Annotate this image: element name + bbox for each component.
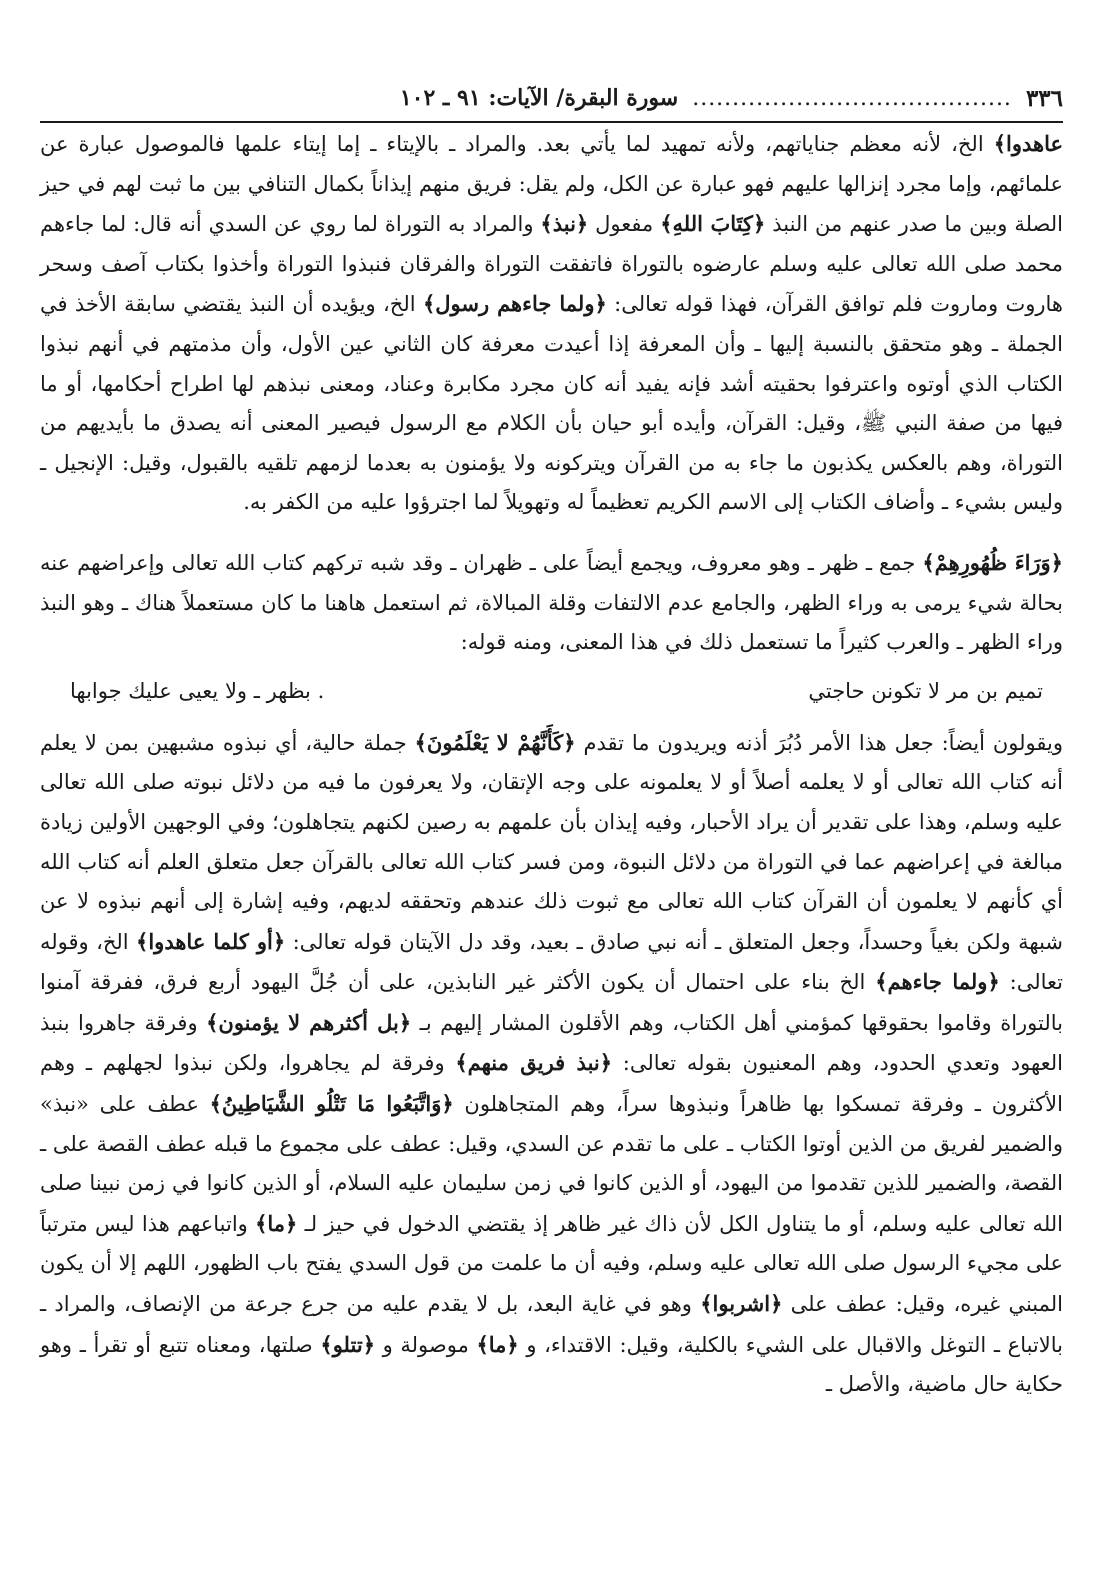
page-number: ٣٣٦ xyxy=(1025,84,1063,112)
quranic-quote: ﴿نبذ فريق منهم﴾ xyxy=(455,1050,613,1076)
quranic-quote: ﴿نبذ﴾ xyxy=(540,211,589,237)
poetry-verse xyxy=(40,669,1063,713)
quranic-quote: ﴿كِتَابَ اللهِ﴾ xyxy=(660,211,766,237)
commentary-body xyxy=(40,124,1063,1405)
commentary-text: وهو في غاية البعد، بل لا يقدم عليه من جرع جرعة من الإنصاف، والمراد ـ بالاتباع ـ التوغل والاقبال على الشيء بالكلية، وقيل: الاقتداء، و xyxy=(40,1292,1063,1357)
quranic-quote: عاهدوا﴾ xyxy=(993,131,1063,156)
commentary-text: الخ بناء على احتمال أن يكون الأكثر غير النابذين، على أن جُلَّ اليهود أربع فرق، ففرقة آمنوا بالتوراة وقاموا بحقوقها كمؤمني أهل الكتاب، وهم الأقلون المشار إليهم بـ xyxy=(40,970,1063,1035)
commentary-text: الخ، وقوله تعالى: xyxy=(40,929,1063,995)
quranic-quote: ﴿بل أكثرهم لا يؤمنون﴾ xyxy=(206,1009,412,1035)
quranic-quote: ﴿ما﴾ xyxy=(476,1331,519,1357)
commentary-text: والمراد به التوراة لما روي عن السدي أنه قال: لما جاءهم محمد صلى الله تعالى عليه وسلم عارضوه بالتوراة فاتفقت التوراة والفرقان فنبذوا التوراة وأخذوا بكتاب آصف وسحر هاروت وماروت فلم توافق القرآن، فهذا قوله تعالى: xyxy=(40,212,1063,317)
commentary-text: صلتها، ومعناه تتبع أو تقرأ ـ وهو حكاية حال ماضية، والأصل ـ xyxy=(40,1332,1063,1397)
running-header xyxy=(40,78,1063,118)
quranic-quote: ﴿أو كلما عاهدوا﴾ xyxy=(136,928,286,954)
quranic-quote: ﴿وَرَاءَ ظُهُورِهِمْ﴾ xyxy=(922,549,1063,575)
quranic-quote: ﴿تتلو﴾ xyxy=(320,1331,375,1357)
commentary-text: جملة حالية، أي نبذوه مشبهين بمن لا يعلم أنه كتاب الله تعالى أو لا يعلمه أصلاً أو لا يعلمونه على وجه الإتقان، ولا يعرفون ما فيه من دلائل نبوته صلى الله تعالى عليه وسلم، وهذا على تقدير أن يراد الأحبار، وفيه إيذان بأن علمهم به رصين لكنهم يتجاهلون؛ وفي الوجهين الأولين زيادة مبالغة في إعراضهم عما في التوراة من دلائل النبوة، ومن فسر كتاب الله تعالى بالقرآن جعل متعلق العلم أنه كتاب الله أي كأنهم لا يعلمون أن القرآن كتاب الله تعالى مع ثبوت ذلك عندهم وتحققه لديهم، وفيه إشارة إلى أنهم نبذوه لا عن شبهة ولكن بغياً وحسداً، وجعل المتعلق ـ أنه نبي صادق ـ بعيد، وقد دل الآيتان قوله تعالى: xyxy=(40,730,1063,954)
paragraph-2 xyxy=(40,543,1063,663)
header-leader-dots: ........................................ xyxy=(692,85,1012,111)
quranic-quote: ﴿وَاتَّبَعُوا مَا تَتْلُو الشَّيَاطِينُ﴾ xyxy=(209,1091,454,1117)
commentary-text: وفرقة جاهروا بنبذ العهود وتعدي الحدود، وهم المعنيون بقوله تعالى: xyxy=(40,1010,1063,1076)
quranic-quote: ﴿ولما جاءهم رسول﴾ xyxy=(422,291,607,317)
header-rule xyxy=(40,121,1063,123)
commentary-text: جمع ـ ظهر ـ وهو معروف، ويجمع أيضاً على ـ ظهران ـ وقد شبه تركهم كتاب الله تعالى وإعراضهم عنه بحالة شيء يرمى به وراء الظهر، والجامع عدم الالتفات وقلة المبالاة، ثم استعمل هاهنا ما كان مستعملاً هناك ـ وهو النبذ وراء الظهر ـ والعرب كثيراً ما تستعمل ذلك في هذا المعنى، ومنه قوله: xyxy=(40,550,1064,655)
quranic-quote: ﴿ما﴾ xyxy=(255,1210,298,1236)
commentary-text: واتباعهم هذا ليس مترتباً على مجيء الرسول صلى الله تعالى عليه وسلم، وفيه أن ما علمت من قول السدي يفتح باب الظهور، اللهم إلا أن يكون المبني غيره، وقيل: عطف على xyxy=(40,1211,1063,1317)
quranic-quote: ﴿اشربوا﴾ xyxy=(700,1291,783,1317)
verse-second-hemistich: . بظهر ـ ولا يعيى عليك جوابها xyxy=(70,678,325,703)
paragraph-3 xyxy=(40,723,1063,1405)
commentary-text: الخ، لأنه معظم جناياتهم، ولأنه تمهيد لما يأتي بعد. والمراد ـ بالإيتاء ـ إما إيتاء علمها فالموصول عبارة عن علمائهم، وإما مجرد إنزالها عليهم فهو عبارة عن الكل، ولم يقل: فريق منهم إيذاناً بكمال التنافي بين ما ثبت لهم في حيز الصلة وبين ما صدر عنهم من النبذ xyxy=(40,132,1063,237)
quranic-quote: ﴿كَأَنَّهُمْ لا يَعْلَمُونَ﴾ xyxy=(414,729,576,755)
quranic-quote: ﴿ولما جاءهم﴾ xyxy=(875,969,1000,995)
paragraph-1 xyxy=(40,124,1063,523)
surah-verse-range: سورة البقرة/ الآيات: ٩١ ـ ١٠٢ xyxy=(399,85,679,111)
commentary-text: وفرقة لم يجاهروا، ولكن نبذوا لجهلهم ـ وهم الأكثرون ـ وفرقة تمسكوا بها ظاهراً ونبذوها سراً، وهم المتجاهلون xyxy=(40,1051,1063,1117)
commentary-text: الخ، ويؤيده أن النبذ يقتضي سابقة الأخذ في الجملة ـ وهو متحقق بالنسبة إليها ـ وأن المعرفة إذا أعيدت معرفة كان الثاني عين الأول، وأن مذمتهم في أنهم نبذوا الكتاب الذي أوتوه واعترفوا بحقيته أشد فإنه يفيد أنه كان مجرد مكابرة وعناد، ومعنى نبذهم لها اطراح أحكامها، أو ما فيها من صفة النبي ﷺ، وقيل: القرآن، وأيده أبو حيان بأن الكلام مع الرسول فيصير المعنى أنه يصدق ما بأيديهم من التوراة، وهم بالعكس يكذبون ما جاء به من القرآن ويتركونه ولا يؤمنون به بعدما لزمهم تلقيه بالقبول، وقيل: الإنجيل ـ وليس بشيء ـ وأضاف الكتاب إلى الاسم الكريم تعظيماً له وتهويلاً لما اجترؤوا عليه من الكفر به. xyxy=(40,292,1063,515)
commentary-text: موصولة و xyxy=(375,1332,477,1357)
verse-first-hemistich: تميم بن مر لا تكونن حاجتي xyxy=(808,678,1043,703)
book-page xyxy=(40,0,1063,1570)
commentary-text: ويقولون أيضاً: جعل هذا الأمر دُبُرَ أذنه ويريدون ما تقدم xyxy=(575,730,1063,755)
commentary-text: مفعول xyxy=(588,212,661,237)
commentary-text: عطف على «نبذ» والضمير لفريق من الذين أوتوا الكتاب ـ على ما تقدم عن السدي، وقيل: عطف على مجموع ما قبله عطف القصة على ـ القصة، والضمير للذين تقدموا من اليهود، أو الذين كانوا في زمن سليمان عليه السلام، أو الذين كانوا في زمن نبينا صلى الله تعالى عليه وسلم، أو ما يتناول الكل لأن ذاك غير ظاهر إذ يقتضي الدخول في حيز لـ xyxy=(40,1092,1063,1236)
